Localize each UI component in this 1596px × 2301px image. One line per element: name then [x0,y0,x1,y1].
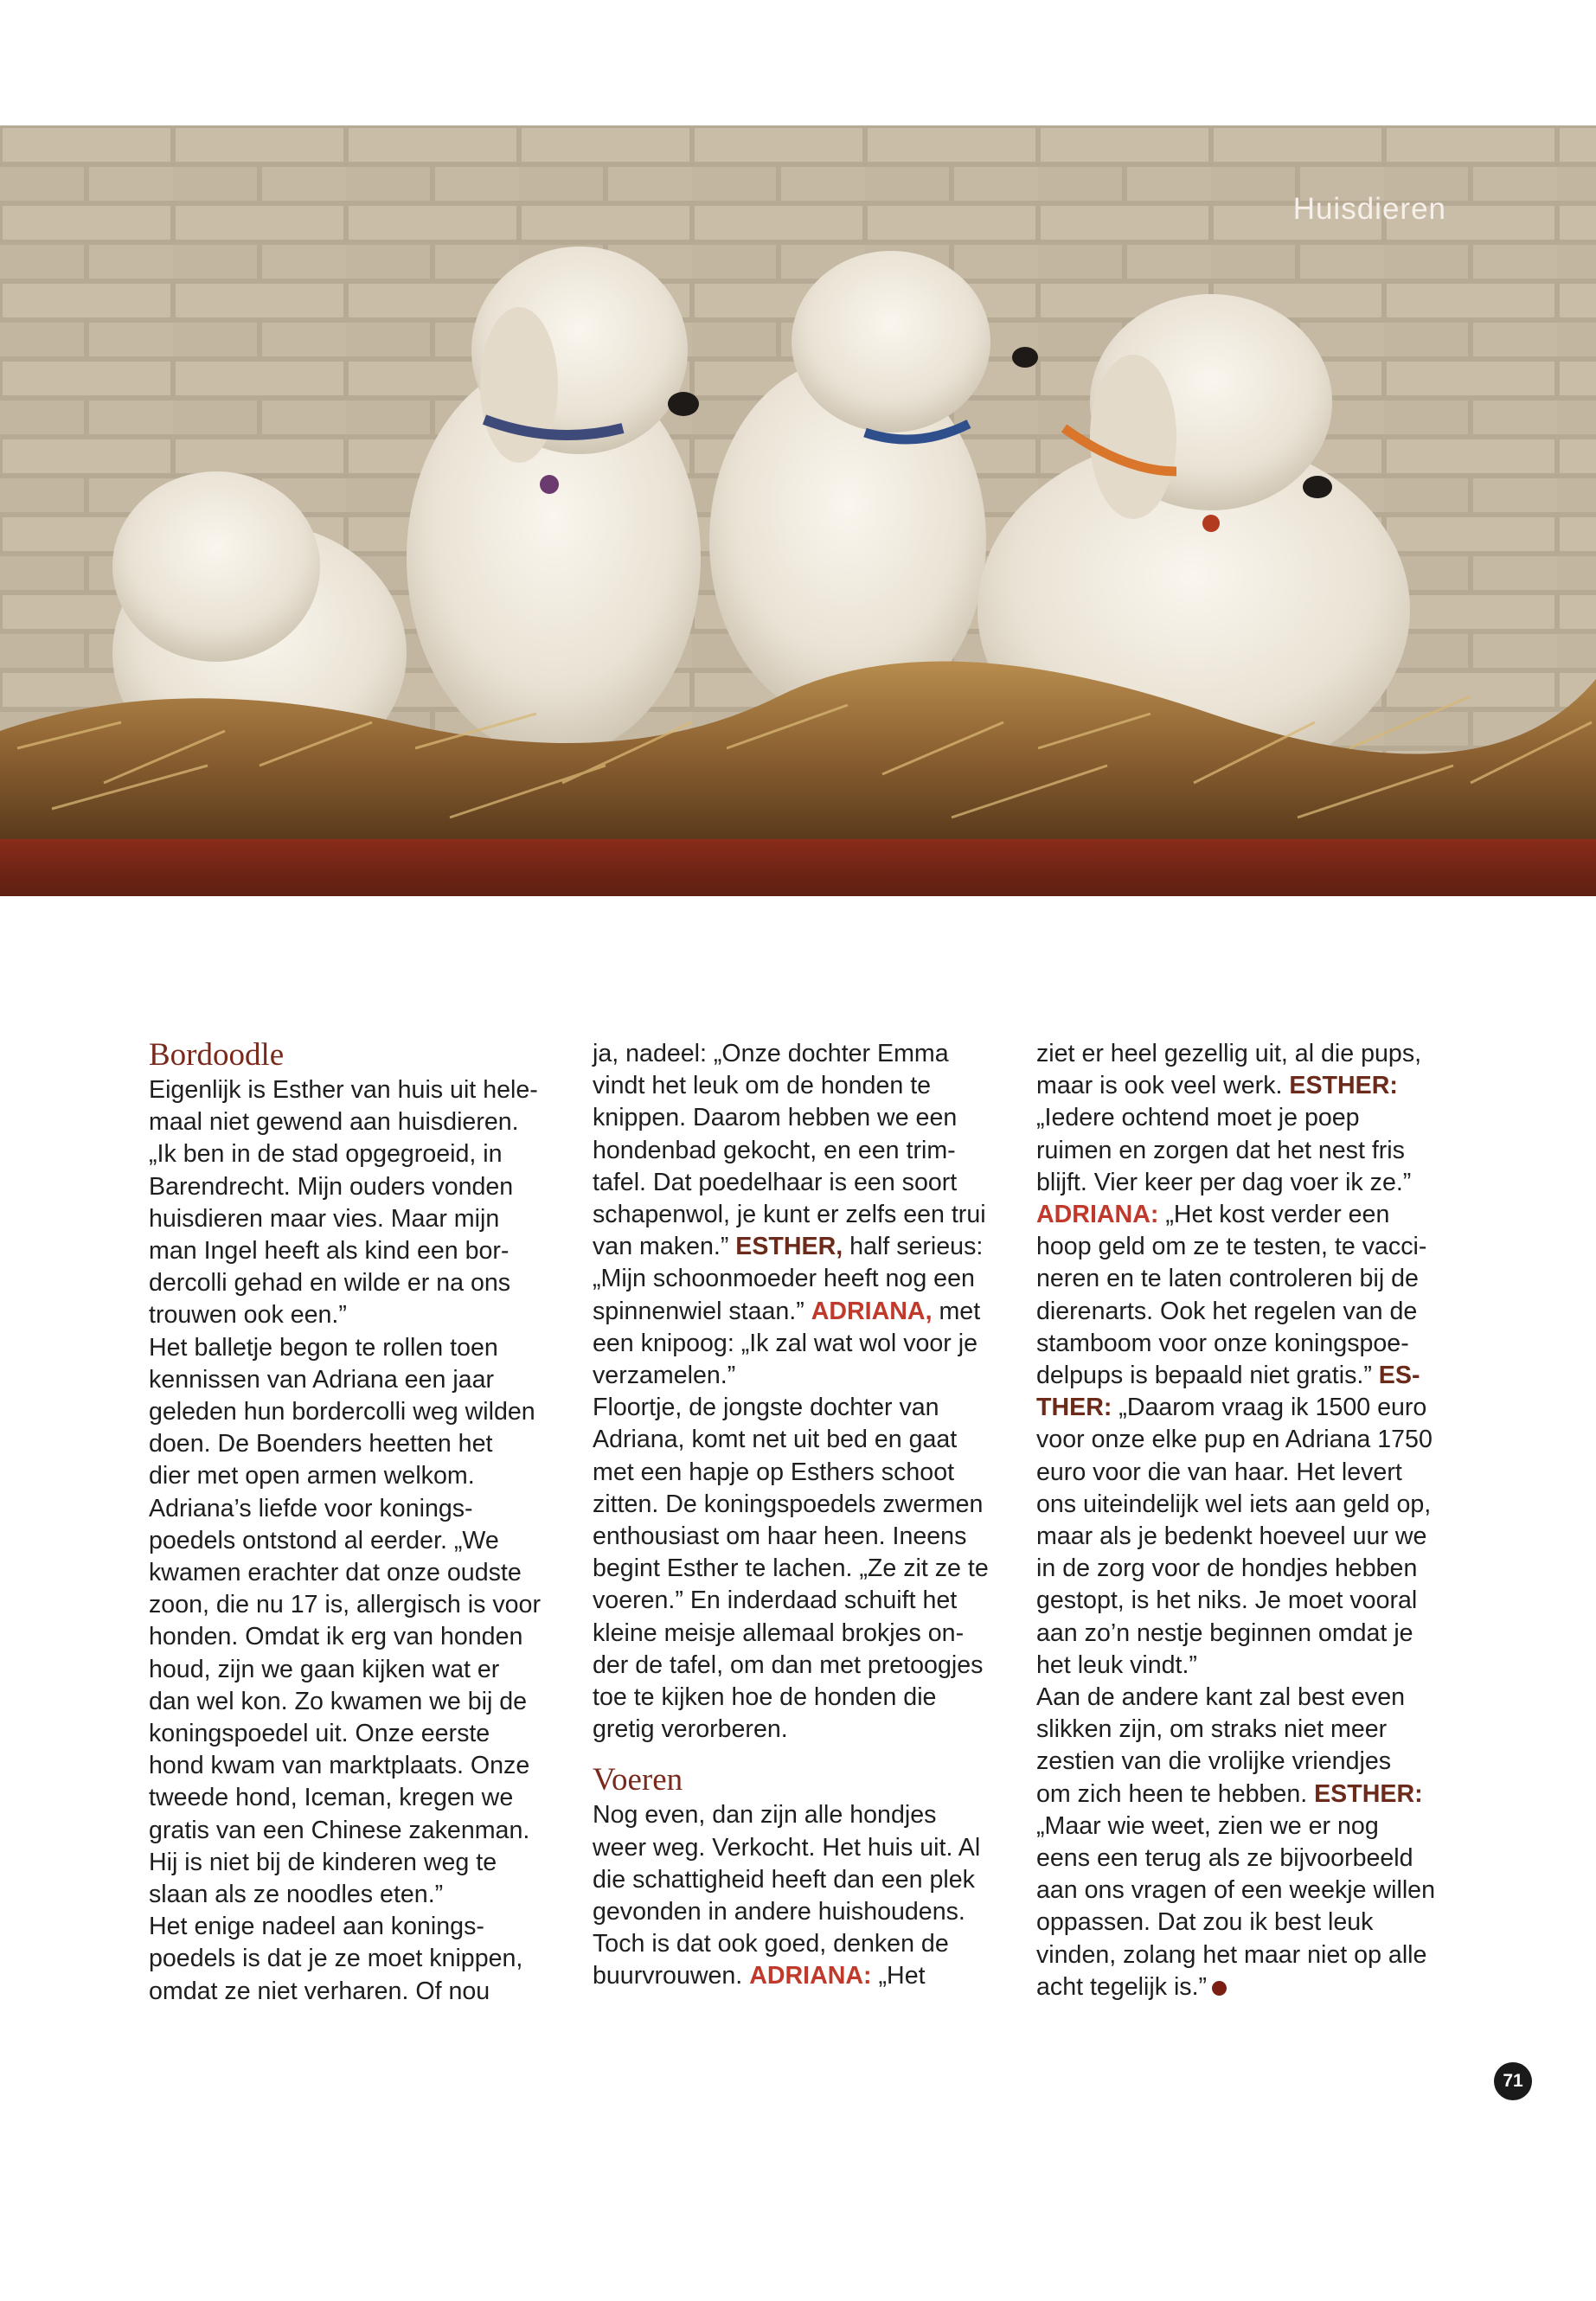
text-line: gratis van een Chinese zakenman. [149,1816,530,1844]
speaker-esther: THER: [1036,1394,1112,1422]
text-run: maar is ook veel werk. [1036,1072,1290,1100]
text-line: met een hapje op Esthers schoot [593,1458,955,1486]
text-line: het leuk vindt.” [1036,1650,1197,1679]
text-line: aan zo’n nestje beginnen omdat je [1036,1618,1413,1647]
text-line: huisdieren maar vies. Maar mijn [149,1204,500,1233]
text-line: dercolli gehad en wilde er na ons [149,1269,511,1298]
text-line: hoop geld om ze te testen, te vacci- [1036,1233,1427,1261]
article-column-1 [149,1038,560,2008]
text-run: met [932,1297,981,1325]
article-column-2 [593,1038,1003,1993]
text-line: kennissen van Adriana een jaar [149,1365,494,1394]
text-line: ziet er heel gezellig uit, al die pups, [1036,1040,1422,1067]
text-line: maar als je bedenkt hoeveel uur we [1036,1522,1427,1551]
hero-photo [0,125,1596,839]
text-line: slikken zijn, om straks niet meer [1036,1715,1388,1744]
text-run: „Het [871,1962,926,1990]
text-line: dan wel kon. Zo kwamen we bij de [149,1687,528,1715]
text-line: honden. Omdat ik erg van honden [149,1623,523,1651]
text-line: ruimen en zorgen dat het nest fris [1036,1136,1405,1164]
text-line: gretig verorberen. [593,1715,788,1744]
text-line: doen. De Boenders heetten het [149,1430,493,1458]
text-line: gevonden in andere huishoudens. [593,1898,965,1926]
end-of-article-icon [1212,1981,1227,1996]
text-line: begint Esther te lachen. „Ze zit ze te [593,1554,989,1583]
subheading-voeren: Voeren [593,1762,683,1798]
text-line [1036,1971,1447,2003]
text-line: Eigenlijk is Esther van huis uit hele- [149,1076,538,1104]
speaker-esther: ESTHER: [1289,1072,1398,1100]
speaker-adriana: ADRIANA: [1036,1201,1159,1229]
text-line: in de zorg voor de hondjes hebben [1036,1554,1418,1583]
text-line: eens een terug als ze bijvoorbeeld [1036,1844,1413,1873]
text-line: dierenarts. Ook het regelen van de [1036,1297,1418,1325]
decorative-band [0,839,1596,896]
text-line: poedels ontstond al eerder. „We [149,1526,499,1554]
text-line: weer weg. Verkocht. Het huis uit. Al [593,1833,981,1862]
text-line: Hij is niet bij de kinderen weg te [149,1848,497,1876]
text-line: kwamen erachter dat onze oudste [149,1559,522,1587]
text-line [1036,1360,1447,1392]
text-line: voor onze elke pup en Adriana 1750 [1036,1426,1433,1454]
text-line: „Iedere ochtend moet je poep [1036,1104,1360,1132]
section-label: Huisdieren [1292,192,1446,226]
text-line: Adriana’s liefde voor konings- [149,1494,473,1522]
text-line: een knipoog: „Ik zal wat wol voor je [593,1329,978,1357]
text-line: knippen. Daarom hebben we een [593,1104,958,1132]
text-line: euro voor die van haar. Het levert [1036,1458,1402,1486]
text-line: der de tafel, om dan met pretoogjes [593,1650,984,1679]
text-line: „Ik ben in de stad opgegroeid, in [149,1140,503,1169]
text-run: van maken.” [593,1233,736,1261]
text-line: zestien van die vrolijke vriendjes [1036,1747,1392,1776]
article-column-3 [1036,1038,1447,2003]
text-line: man Ingel heeft als kind een bor- [149,1237,510,1266]
text-line: koningspoedel uit. Onze eerste [149,1720,490,1748]
speaker-adriana: ADRIANA: [749,1962,872,1990]
text-line: voeren.” En inderdaad schuift het [593,1586,958,1615]
text-line: blijft. Vier keer per dag voer ik ze.” [1036,1168,1412,1196]
text-line: hond kwam van marktplaats. Onze [149,1752,530,1780]
text-line: Toch is dat ook goed, denken de [593,1930,949,1958]
text-line: houd, zijn we gaan kijken wat er [149,1655,500,1683]
text-line: zitten. De koningspoedels zwermen [593,1490,984,1518]
text-line [1036,1779,1447,1811]
text-line: omdat ze niet verharen. Of nou [149,1977,490,2005]
text-line [593,1231,1003,1263]
text-line: dier met open armen welkom. [149,1462,475,1490]
text-line [593,1960,1003,1992]
text-line: maal niet gewend aan huisdieren. [149,1108,519,1137]
text-line: ons uiteindelijk wel iets aan geld op, [1036,1490,1432,1518]
text-line: Nog even, dan zijn alle hondjes [593,1801,937,1830]
speaker-esther: ESTHER, [735,1233,843,1261]
text-line [593,1296,1003,1328]
text-line: schapenwol, je kunt er zelfs een trui [593,1201,986,1229]
text-line [1036,1199,1447,1231]
text-line: kleine meisje allemaal brokjes on- [593,1618,965,1647]
text-run: acht tegelijk is.” [1036,1972,1208,2001]
text-line: Adriana, komt net uit bed en gaat [593,1426,958,1454]
text-line: zoon, die nu 17 is, allergisch is voor [149,1591,541,1619]
text-line [1036,1392,1447,1424]
subheading-bordoodle: Bordoodle [149,1037,285,1073]
text-line: trouwen ook een.” [149,1301,347,1330]
text-line: tweede hond, Iceman, kregen we [149,1784,514,1812]
text-line [1036,1070,1447,1102]
text-line: tafel. Dat poedelhaar is een soort [593,1168,958,1196]
text-line: Het enige nadeel aan konings- [149,1913,484,1941]
text-line: ja, nadeel: „Onze dochter Emma [593,1040,949,1067]
text-run: „Daarom vraag ik 1500 euro [1112,1394,1427,1422]
text-line: enthousiast om haar heen. Ineens [593,1522,967,1551]
text-line: slaan als ze noodles eten.” [149,1881,444,1909]
text-run: „Het kost verder een [1158,1201,1390,1229]
text-line: neren en te laten controleren bij de [1036,1265,1419,1293]
text-line: vindt het leuk om de honden te [593,1072,932,1100]
text-line: geleden hun bordercolli weg wilden [149,1398,535,1426]
text-line: gestopt, is het niks. Je moet vooral [1036,1586,1418,1615]
text-line: Floortje, de jongste dochter van [593,1394,939,1422]
text-run: half serieus: [843,1233,984,1261]
text-line: Het balletje begon te rollen toen [149,1333,498,1362]
text-run: spinnenwiel staan.” [593,1297,811,1325]
text-run: om zich heen te hebben. [1036,1779,1315,1808]
text-line: Barendrecht. Mijn ouders vonden [149,1172,514,1201]
text-line: poedels is dat je ze moet knippen, [149,1945,523,1973]
text-line: verzamelen.” [593,1362,736,1390]
speaker-adriana: ADRIANA, [811,1297,933,1325]
text-line: stamboom voor onze koningspoe- [1036,1329,1409,1357]
page-number: 71 [1494,2062,1532,2100]
speaker-esther: ES- [1378,1362,1420,1390]
speaker-esther: ESTHER: [1314,1779,1423,1808]
text-line: „Mijn schoonmoeder heeft nog een [593,1265,975,1293]
text-line: toe te kijken hoe de honden die [593,1683,937,1712]
text-line: aan ons vragen of een weekje willen [1036,1876,1435,1905]
text-line: oppassen. Dat zou ik best leuk [1036,1908,1374,1937]
text-line: vinden, zolang het maar niet op alle [1036,1940,1427,1969]
text-line: die schattigheid heeft dan een plek [593,1865,975,1894]
text-line: „Maar wie weet, zien we er nog [1036,1811,1379,1840]
text-line: hondenbad gekocht, en een trim- [593,1136,956,1164]
text-line: Aan de andere kant zal best even [1036,1683,1406,1712]
text-run: buurvrouwen. [593,1962,750,1990]
text-run: delpups is bepaald niet gratis.” [1036,1362,1379,1390]
